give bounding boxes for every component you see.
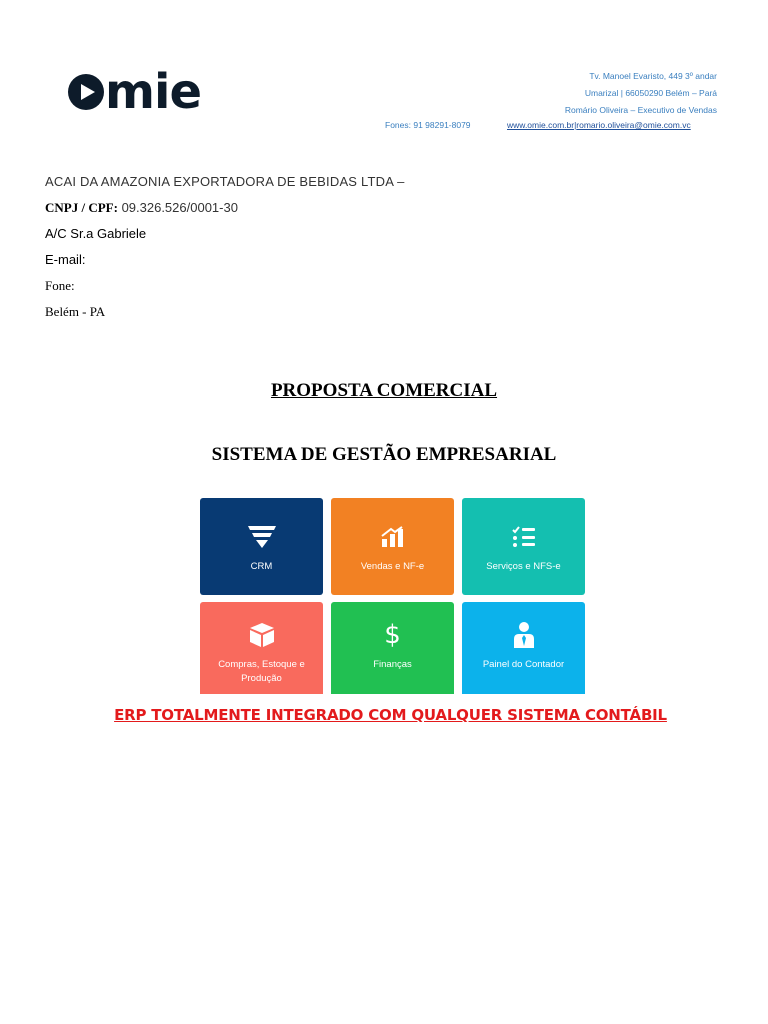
system-title: SISTEMA DE GESTÃO EMPRESARIAL	[211, 444, 557, 465]
link-separator: |	[574, 120, 577, 130]
client-city: Belém - PA	[45, 304, 106, 319]
module-label: Finanças	[373, 659, 412, 670]
client-email-label: E-mail:	[45, 252, 86, 267]
phone-text: Fones: 91 98291-8079	[385, 120, 471, 130]
module-tile-contador	[462, 602, 585, 694]
contact-links	[507, 118, 691, 132]
module-label: Serviços e NFS-e	[486, 561, 561, 572]
logo-text: mie	[105, 64, 202, 120]
box-icon	[248, 620, 276, 650]
client-info	[45, 172, 405, 328]
email-link[interactable]: romario.oliveira@omie.com.vc	[576, 120, 691, 130]
company-address	[565, 68, 717, 119]
client-cnpj	[45, 198, 405, 224]
module-label: Vendas e NF-e	[360, 561, 425, 572]
module-label: CRM	[250, 561, 273, 572]
module-tile-crm	[200, 498, 323, 595]
module-tile-compras	[200, 602, 323, 694]
address-line: Tv. Manoel Evaristo, 449 3º andar	[589, 71, 717, 81]
module-tile-financas	[331, 602, 454, 694]
cnpj-label: CNPJ / CPF:	[45, 200, 118, 215]
module-label: Painel do Contador	[482, 659, 565, 670]
play-icon	[68, 74, 104, 110]
funnel-icon	[247, 522, 277, 552]
address-line: Romário Oliveira – Executivo de Vendas	[564, 105, 717, 115]
module-tile-vendas	[331, 498, 454, 595]
omie-logo	[68, 66, 201, 118]
website-link[interactable]: www.omie.com.br	[507, 120, 575, 130]
accountant-icon	[513, 620, 535, 650]
cnpj-value: 09.326.526/0001-30	[121, 200, 238, 215]
proposal-title: PROPOSTA COMERCIAL	[270, 380, 498, 401]
address-line: Umarizal | 66050290 Belém – Pará	[584, 88, 717, 98]
client-attention: A/C Sr.a Gabriele	[45, 226, 147, 241]
checklist-icon	[511, 522, 537, 552]
module-tile-servicos	[462, 498, 585, 595]
client-company: ACAI DA AMAZONIA EXPORTADORA DE BEBIDAS LTDA –	[45, 174, 405, 189]
modules-grid	[200, 498, 586, 694]
bar-chart-icon	[380, 522, 406, 552]
dollar-icon: $	[384, 620, 401, 650]
erp-tagline: ERP TOTALMENTE INTEGRADO COM QUALQUER SISTEMA CONTÁBIL	[114, 706, 667, 724]
module-label: Compras, Estoque e Produção	[218, 659, 305, 684]
client-phone-label: Fone:	[45, 278, 75, 293]
